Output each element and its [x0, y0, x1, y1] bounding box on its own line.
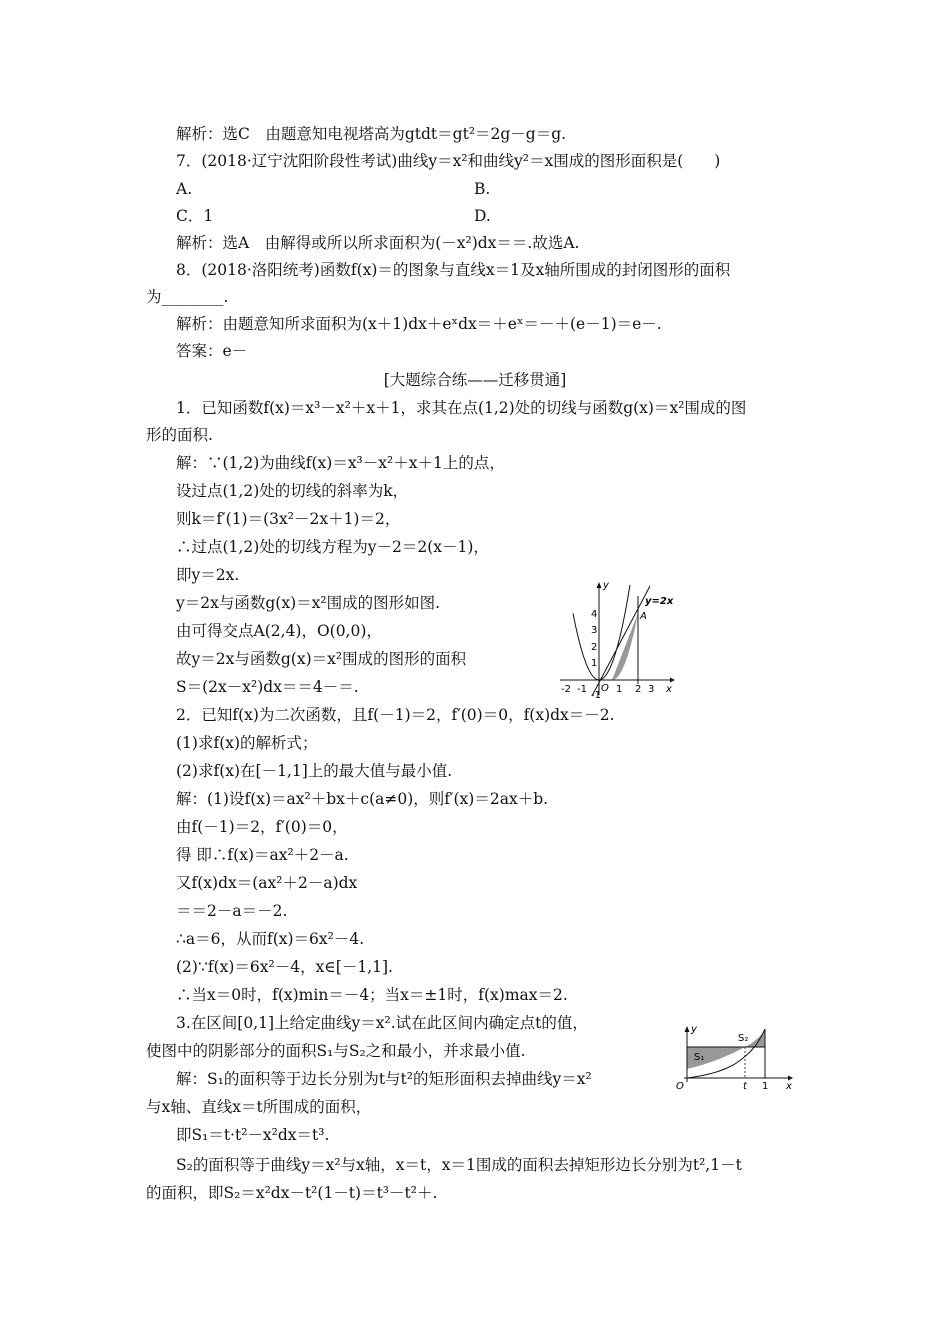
problem-2: 2．已知f(x)为二次函数，且f(－1)＝2，f′(0)＝0，f(x)dx＝－2. [176, 706, 615, 724]
question-7: 7．(2018·辽宁沈阳阶段性考试)曲线y＝x²和曲线y²＝x围成的图形面积是( ) [176, 152, 721, 170]
y-tick-label: 3 [591, 625, 598, 636]
solution-line: S₂的面积等于曲线y＝x²与x轴，x＝t，x＝1围成的面积去掉矩形边长分别为t²,1－t [176, 1156, 742, 1174]
figure-area-s1-s2 [672, 1024, 800, 1092]
solution-line: 的面积，即S₂＝x²dx－t²(1－t)＝t³－t²＋. [146, 1184, 438, 1202]
figure-parabola-line [556, 576, 680, 700]
t-label: t [743, 1081, 747, 1092]
line-label: y=2x [645, 596, 674, 607]
point-a-label: A [640, 611, 647, 622]
problem-3: 3.在区间[0,1]上给定曲线y＝x².试在此区间内确定点t的值， [176, 1014, 588, 1032]
problem-2-part-2: (2)求f(x)在[－1,1]上的最大值与最小值. [176, 762, 453, 780]
problem-2-part-1: (1)求f(x)的解析式； [176, 734, 318, 752]
option-b: B. [474, 180, 491, 198]
question-8-cont: 为________. [146, 288, 229, 306]
solution-line: 故y＝2x与函数g(x)＝x²围成的图形的面积 [176, 650, 467, 668]
solution-line: ∴过点(1,2)处的切线方程为y－2＝2(x－1)， [176, 538, 489, 556]
solution-line: (2)∵f(x)＝6x²－4，x∈[－1,1]. [176, 958, 393, 976]
solution-line: 又f(x)dx＝(ax²＋2－a)dx [176, 874, 358, 892]
problem-1-cont: 形的面积. [146, 426, 213, 444]
solution-line: 得 即∴f(x)＝ax²＋2－a. [176, 846, 349, 864]
y-tick-label: 1 [591, 658, 598, 669]
analysis-8: 解析：由题意知所求面积为(x＋1)dx＋eˣdx＝＋eˣ＝－＋(e－1)＝e－. [176, 315, 662, 333]
text-line: 解析：选C 由题意知电视塔高为gtdt＝gt²＝2g－g＝g. [176, 125, 567, 143]
origin-label: O [676, 1081, 684, 1092]
x-tick-label: -1 [577, 684, 587, 695]
y-axis-arrow [597, 582, 602, 588]
solution-line: 解：∵(1,2)为曲线f(x)＝x³－x²＋x＋1上的点， [176, 454, 505, 472]
solution-line: 解：S₁的面积等于边长分别为t与t²的矩形面积去掉曲线y＝x² [176, 1070, 592, 1088]
y-axis-arrow [685, 1026, 690, 1032]
x-tick-label: -2 [561, 684, 571, 695]
x-axis-label: x [666, 684, 672, 695]
option-d: D. [474, 207, 491, 225]
y-axis-label: y [603, 580, 609, 591]
s2-label: S₂ [738, 1033, 749, 1044]
solution-line: 由可得交点A(2,4)，O(0,0)， [176, 622, 382, 640]
solution-line: ∴当x＝0时，f(x)min＝－4；当x＝±1时，f(x)max＝2. [176, 986, 568, 1004]
one-label: 1 [762, 1081, 769, 1092]
y-tick-label: -1 [591, 690, 601, 700]
solution-line: 则k＝f′(1)＝(3x²－2x＋1)＝2， [176, 510, 401, 528]
solution-line: y＝2x与函数g(x)＝x²围成的图形如图. [176, 594, 441, 612]
x-tick-label: 1 [616, 684, 623, 695]
solution-line: 由f(－1)＝2，f′(0)＝0， [176, 818, 348, 836]
solution-line: 即S₁＝t·t²－x²dx＝t³. [176, 1126, 330, 1144]
x-axis-arrow [670, 678, 675, 683]
solution-line: 设过点(1,2)处的切线的斜率为k， [176, 482, 409, 500]
solution-line: 解：(1)设f(x)＝ax²＋bx＋c(a≠0)，则f′(x)＝2ax＋b. [176, 790, 549, 808]
x-axis-arrow [788, 1076, 793, 1081]
x-tick-label: 3 [648, 684, 655, 695]
solution-line: S＝(2x－x²)dx＝＝4－＝. [176, 678, 359, 696]
question-8: 8．(2018·洛阳统考)函数f(x)＝的图象与直线x＝1及x轴所围成的封闭图形的面积 [176, 261, 731, 279]
y-tick-label: 4 [591, 609, 598, 620]
solution-line: ∴a＝6，从而f(x)＝6x²－4. [176, 930, 365, 948]
solution-line: 即y＝2x. [176, 566, 240, 584]
problem-1: 1．已知函数f(x)＝x³－x²＋x＋1，求其在点(1,2)处的切线与函数g(x)＝x²围成的图 [176, 399, 747, 417]
problem-3-cont: 使图中的阴影部分的面积S₁与S₂之和最小，并求最小值. [146, 1042, 526, 1060]
y-tick-label: 2 [591, 642, 598, 653]
x-tick-label: 2 [635, 684, 642, 695]
shaded-region [612, 613, 638, 680]
option-c: C．1 [176, 207, 214, 225]
origin-label: O [601, 683, 609, 694]
y-axis-label: y [691, 1024, 697, 1035]
section-heading: [大题综合练——迁移贯通] [383, 371, 567, 389]
analysis-7: 解析：选A 由解得或所以所求面积为(－x²)dx＝＝.故选A. [176, 234, 580, 252]
answer-8: 答案：e－ [176, 342, 248, 360]
solution-line: ＝＝2－a＝－2. [176, 902, 288, 920]
solution-line: 与x轴、直线x＝t所围成的面积， [146, 1098, 372, 1116]
s1-label: S₁ [694, 1052, 705, 1063]
option-a: A. [176, 180, 193, 198]
x-axis-label: x [786, 1081, 792, 1092]
